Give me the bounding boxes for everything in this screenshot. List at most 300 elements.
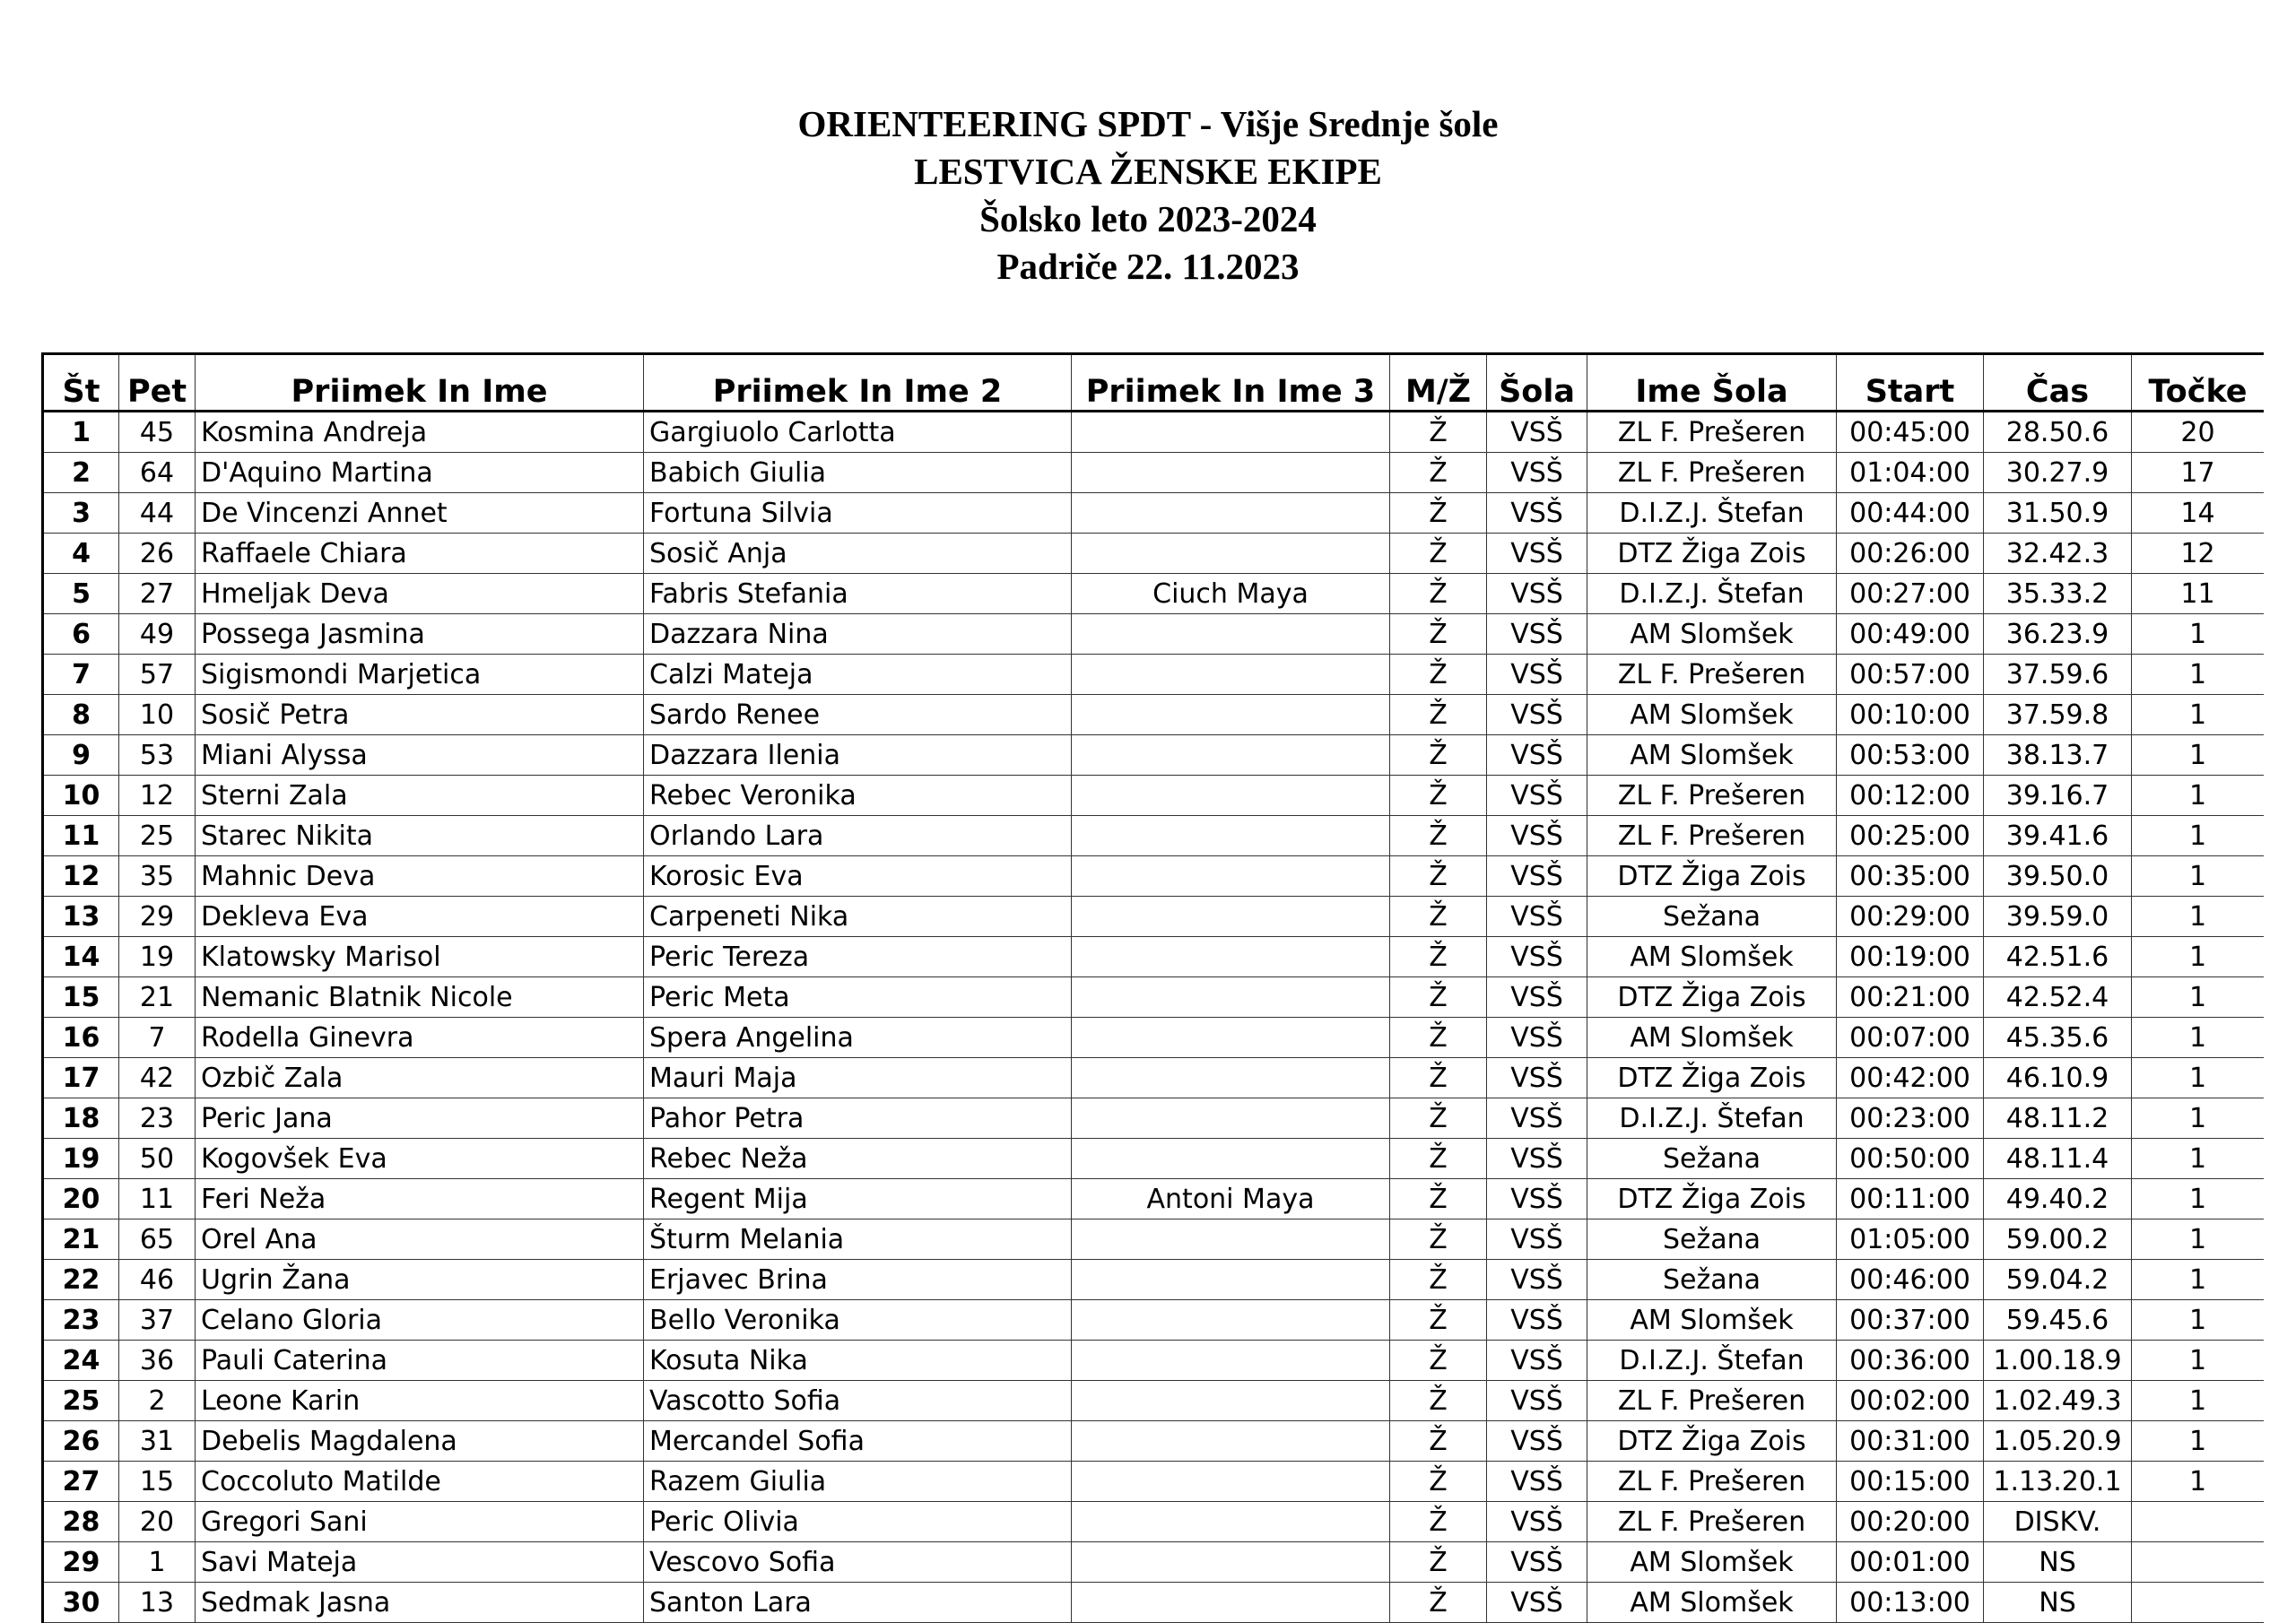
col-school-name-cell: Sežana xyxy=(1587,1219,1837,1260)
col-school-name-cell: DTZ Žiga Zois xyxy=(1587,1058,1837,1098)
col-rank-cell: 30 xyxy=(43,1583,119,1623)
col-school-name-cell: AM Slomšek xyxy=(1587,1542,1837,1583)
table-row xyxy=(43,897,2265,937)
col-points-cell xyxy=(2132,1502,2265,1542)
col-points-cell: 1 xyxy=(2132,1018,2265,1058)
col-school-level-cell: VSŠ xyxy=(1487,1381,1587,1421)
col-gender-cell: Ž xyxy=(1390,776,1487,816)
col-time-cell: 39.41.6 xyxy=(1984,816,2132,856)
table-row xyxy=(43,1018,2265,1058)
col-bib-cell: 11 xyxy=(119,1179,196,1219)
col-school-level-cell: VSŠ xyxy=(1487,614,1587,655)
col-name-3-cell xyxy=(1072,776,1390,816)
col-start-cell: 00:12:00 xyxy=(1837,776,1984,816)
col-start-cell: 00:20:00 xyxy=(1837,1502,1984,1542)
col-time-cell: 38.13.7 xyxy=(1984,735,2132,776)
col-school-level-cell: VSŠ xyxy=(1487,493,1587,534)
col-gender-cell: Ž xyxy=(1390,1219,1487,1260)
col-school-name-cell: DTZ Žiga Zois xyxy=(1587,1421,1837,1462)
col-name-3-cell xyxy=(1072,614,1390,655)
col-school-level-cell: VSŠ xyxy=(1487,1583,1587,1623)
col-school-name-cell: D.I.Z.J. Štefan xyxy=(1587,574,1837,614)
table-row xyxy=(43,1219,2265,1260)
col-name-1-cell: De Vincenzi Annet xyxy=(196,493,644,534)
col-bib-header: Pet xyxy=(119,354,196,412)
col-rank-cell: 1 xyxy=(43,412,119,453)
col-name-1-cell: Celano Gloria xyxy=(196,1300,644,1341)
col-bib-cell: 1 xyxy=(119,1542,196,1583)
col-time-cell: 39.16.7 xyxy=(1984,776,2132,816)
col-points-cell: 1 xyxy=(2132,816,2265,856)
table-row xyxy=(43,735,2265,776)
col-gender-cell: Ž xyxy=(1390,453,1487,493)
col-name-1-header: Priimek In Ime xyxy=(196,354,644,412)
col-school-name-cell: DTZ Žiga Zois xyxy=(1587,534,1837,574)
col-name-1-cell: D'Aquino Martina xyxy=(196,453,644,493)
col-school-name-cell: ZL F. Prešeren xyxy=(1587,1462,1837,1502)
col-gender-cell: Ž xyxy=(1390,897,1487,937)
col-name-2-cell: Calzi Mateja xyxy=(644,655,1072,695)
col-time-cell: DISKV. xyxy=(1984,1502,2132,1542)
col-gender-cell: Ž xyxy=(1390,1018,1487,1058)
col-bib-cell: 7 xyxy=(119,1018,196,1058)
col-school-name-cell: D.I.Z.J. Štefan xyxy=(1587,1341,1837,1381)
col-bib-cell: 31 xyxy=(119,1421,196,1462)
col-gender-cell: Ž xyxy=(1390,1058,1487,1098)
col-points-cell: 1 xyxy=(2132,1219,2265,1260)
col-name-2-cell: Sardo Renee xyxy=(644,695,1072,735)
col-school-name-cell: ZL F. Prešeren xyxy=(1587,1381,1837,1421)
col-school-level-cell: VSŠ xyxy=(1487,1300,1587,1341)
col-school-level-cell: VSŠ xyxy=(1487,655,1587,695)
col-name-2-cell: Babich Giulia xyxy=(644,453,1072,493)
col-start-cell: 00:01:00 xyxy=(1837,1542,1984,1583)
col-rank-cell: 16 xyxy=(43,1018,119,1058)
col-points-cell: 11 xyxy=(2132,574,2265,614)
table-row xyxy=(43,937,2265,977)
col-points-cell: 1 xyxy=(2132,1341,2265,1381)
col-start-cell: 00:46:00 xyxy=(1837,1260,1984,1300)
table-row xyxy=(43,695,2265,735)
col-school-name-cell: AM Slomšek xyxy=(1587,1583,1837,1623)
table-row xyxy=(43,816,2265,856)
col-gender-cell: Ž xyxy=(1390,614,1487,655)
col-gender-cell: Ž xyxy=(1390,1260,1487,1300)
col-school-name-cell: AM Slomšek xyxy=(1587,1300,1837,1341)
col-time-cell: 59.04.2 xyxy=(1984,1260,2132,1300)
table-row xyxy=(43,1421,2265,1462)
col-bib-cell: 53 xyxy=(119,735,196,776)
col-points-cell: 1 xyxy=(2132,1381,2265,1421)
col-name-2-cell: Pahor Petra xyxy=(644,1098,1072,1139)
col-time-cell: 42.52.4 xyxy=(1984,977,2132,1018)
col-gender-cell: Ž xyxy=(1390,937,1487,977)
col-points-cell: 12 xyxy=(2132,534,2265,574)
col-school-level-cell: VSŠ xyxy=(1487,1341,1587,1381)
table-row xyxy=(43,1542,2265,1583)
col-time-cell: 39.50.0 xyxy=(1984,856,2132,897)
col-bib-cell: 57 xyxy=(119,655,196,695)
col-time-cell: 1.02.49.3 xyxy=(1984,1381,2132,1421)
col-start-cell: 00:53:00 xyxy=(1837,735,1984,776)
col-start-cell: 00:29:00 xyxy=(1837,897,1984,937)
col-points-cell xyxy=(2132,1542,2265,1583)
table-row xyxy=(43,614,2265,655)
table-row xyxy=(43,1260,2265,1300)
col-points-cell: 1 xyxy=(2132,856,2265,897)
col-time-cell: NS xyxy=(1984,1542,2132,1583)
col-time-cell: 32.42.3 xyxy=(1984,534,2132,574)
col-name-2-header: Priimek In Ime 2 xyxy=(644,354,1072,412)
col-name-1-cell: Possega Jasmina xyxy=(196,614,644,655)
col-start-cell: 00:23:00 xyxy=(1837,1098,1984,1139)
col-name-2-cell: Razem Giulia xyxy=(644,1462,1072,1502)
col-start-cell: 00:36:00 xyxy=(1837,1341,1984,1381)
col-gender-cell: Ž xyxy=(1390,534,1487,574)
col-name-1-cell: Peric Jana xyxy=(196,1098,644,1139)
col-gender-cell: Ž xyxy=(1390,1381,1487,1421)
col-points-cell: 14 xyxy=(2132,493,2265,534)
title-line-3: Šolsko leto 2023-2024 xyxy=(979,198,1317,239)
col-points-cell: 1 xyxy=(2132,1421,2265,1462)
col-time-cell: 45.35.6 xyxy=(1984,1018,2132,1058)
col-start-cell: 00:44:00 xyxy=(1837,493,1984,534)
col-school-name-cell: AM Slomšek xyxy=(1587,735,1837,776)
col-points-cell: 1 xyxy=(2132,655,2265,695)
col-name-2-cell: Santon Lara xyxy=(644,1583,1072,1623)
col-name-1-cell: Rodella Ginevra xyxy=(196,1018,644,1058)
col-rank-cell: 5 xyxy=(43,574,119,614)
col-points-cell: 1 xyxy=(2132,695,2265,735)
col-bib-cell: 46 xyxy=(119,1260,196,1300)
table-row xyxy=(43,534,2265,574)
col-school-name-cell: AM Slomšek xyxy=(1587,695,1837,735)
col-bib-cell: 65 xyxy=(119,1219,196,1260)
col-school-level-cell: VSŠ xyxy=(1487,1462,1587,1502)
col-name-1-cell: Sterni Zala xyxy=(196,776,644,816)
col-time-cell: 46.10.9 xyxy=(1984,1058,2132,1098)
col-name-2-cell: Mercandel Sofia xyxy=(644,1421,1072,1462)
col-bib-cell: 42 xyxy=(119,1058,196,1098)
col-school-level-cell: VSŠ xyxy=(1487,1502,1587,1542)
col-points-header: Točke xyxy=(2132,354,2265,412)
col-gender-cell: Ž xyxy=(1390,695,1487,735)
col-name-3-cell xyxy=(1072,816,1390,856)
col-name-3-cell xyxy=(1072,1219,1390,1260)
table-row xyxy=(43,412,2265,453)
table-row xyxy=(43,1381,2265,1421)
col-points-cell: 1 xyxy=(2132,977,2265,1018)
col-name-3-cell xyxy=(1072,493,1390,534)
table-row xyxy=(43,574,2265,614)
col-name-2-cell: Erjavec Brina xyxy=(644,1260,1072,1300)
col-school-name-cell: D.I.Z.J. Štefan xyxy=(1587,493,1837,534)
col-time-cell: 49.40.2 xyxy=(1984,1179,2132,1219)
col-name-3-cell xyxy=(1072,1381,1390,1421)
col-start-cell: 00:35:00 xyxy=(1837,856,1984,897)
col-name-1-cell: Savi Mateja xyxy=(196,1542,644,1583)
col-rank-header: Št xyxy=(43,354,119,412)
table-row xyxy=(43,1058,2265,1098)
col-rank-cell: 12 xyxy=(43,856,119,897)
col-bib-cell: 23 xyxy=(119,1098,196,1139)
col-rank-cell: 6 xyxy=(43,614,119,655)
col-school-level-cell: VSŠ xyxy=(1487,776,1587,816)
col-bib-cell: 26 xyxy=(119,534,196,574)
col-school-name-cell: AM Slomšek xyxy=(1587,1018,1837,1058)
col-name-2-cell: Dazzara Nina xyxy=(644,614,1072,655)
col-name-1-cell: Ugrin Žana xyxy=(196,1260,644,1300)
col-rank-cell: 18 xyxy=(43,1098,119,1139)
col-name-2-cell: Peric Tereza xyxy=(644,937,1072,977)
col-time-cell: 30.27.9 xyxy=(1984,453,2132,493)
col-name-2-cell: Korosic Eva xyxy=(644,856,1072,897)
col-gender-cell: Ž xyxy=(1390,412,1487,453)
col-bib-cell: 2 xyxy=(119,1381,196,1421)
col-name-3-cell xyxy=(1072,1139,1390,1179)
col-time-cell: 48.11.2 xyxy=(1984,1098,2132,1139)
col-rank-cell: 27 xyxy=(43,1462,119,1502)
col-school-level-cell: VSŠ xyxy=(1487,1542,1587,1583)
table-row xyxy=(43,1300,2265,1341)
col-rank-cell: 8 xyxy=(43,695,119,735)
col-points-cell: 1 xyxy=(2132,1179,2265,1219)
col-school-name-cell: Sežana xyxy=(1587,897,1837,937)
col-bib-cell: 13 xyxy=(119,1583,196,1623)
col-gender-cell: Ž xyxy=(1390,1421,1487,1462)
col-name-2-cell: Rebec Neža xyxy=(644,1139,1072,1179)
col-time-cell: 37.59.6 xyxy=(1984,655,2132,695)
col-name-1-cell: Sosič Petra xyxy=(196,695,644,735)
col-rank-cell: 21 xyxy=(43,1219,119,1260)
col-name-1-cell: Sedmak Jasna xyxy=(196,1583,644,1623)
results-table-wrapper xyxy=(41,352,2264,1623)
col-name-2-cell: Carpeneti Nika xyxy=(644,897,1072,937)
col-school-level-cell: VSŠ xyxy=(1487,937,1587,977)
col-school-level-cell: VSŠ xyxy=(1487,453,1587,493)
col-bib-cell: 35 xyxy=(119,856,196,897)
col-points-cell: 1 xyxy=(2132,1098,2265,1139)
col-name-3-cell xyxy=(1072,534,1390,574)
table-row xyxy=(43,856,2265,897)
col-name-2-cell: Peric Olivia xyxy=(644,1502,1072,1542)
table-row xyxy=(43,1139,2265,1179)
col-name-1-cell: Gregori Sani xyxy=(196,1502,644,1542)
col-start-cell: 01:04:00 xyxy=(1837,453,1984,493)
col-start-cell: 00:21:00 xyxy=(1837,977,1984,1018)
col-gender-cell: Ž xyxy=(1390,735,1487,776)
col-gender-cell: Ž xyxy=(1390,1542,1487,1583)
col-name-1-cell: Dekleva Eva xyxy=(196,897,644,937)
col-name-2-cell: Vescovo Sofia xyxy=(644,1542,1072,1583)
col-gender-cell: Ž xyxy=(1390,977,1487,1018)
col-name-2-cell: Dazzara Ilenia xyxy=(644,735,1072,776)
col-bib-cell: 64 xyxy=(119,453,196,493)
col-rank-cell: 10 xyxy=(43,776,119,816)
table-row xyxy=(43,776,2265,816)
col-time-cell: 35.33.2 xyxy=(1984,574,2132,614)
col-name-2-cell: Regent Mija xyxy=(644,1179,1072,1219)
col-school-level-cell: VSŠ xyxy=(1487,534,1587,574)
col-rank-cell: 19 xyxy=(43,1139,119,1179)
col-name-3-cell xyxy=(1072,1260,1390,1300)
col-school-level-cell: VSŠ xyxy=(1487,1421,1587,1462)
col-start-cell: 00:31:00 xyxy=(1837,1421,1984,1462)
col-rank-cell: 7 xyxy=(43,655,119,695)
table-row xyxy=(43,453,2265,493)
table-row xyxy=(43,1341,2265,1381)
col-time-cell: 31.50.9 xyxy=(1984,493,2132,534)
col-school-name-cell: ZL F. Prešeren xyxy=(1587,776,1837,816)
col-school-name-cell: ZL F. Prešeren xyxy=(1587,1502,1837,1542)
col-time-cell: 1.13.20.1 xyxy=(1984,1462,2132,1502)
col-school-level-cell: VSŠ xyxy=(1487,897,1587,937)
col-school-name-cell: DTZ Žiga Zois xyxy=(1587,1179,1837,1219)
col-gender-cell: Ž xyxy=(1390,493,1487,534)
col-rank-cell: 23 xyxy=(43,1300,119,1341)
results-table xyxy=(41,352,2264,1623)
col-start-cell: 00:02:00 xyxy=(1837,1381,1984,1421)
col-school-level-cell: VSŠ xyxy=(1487,1098,1587,1139)
col-school-name-cell: D.I.Z.J. Štefan xyxy=(1587,1098,1837,1139)
col-rank-cell: 20 xyxy=(43,1179,119,1219)
col-school-level-cell: VSŠ xyxy=(1487,1058,1587,1098)
col-name-1-cell: Debelis Magdalena xyxy=(196,1421,644,1462)
col-rank-cell: 26 xyxy=(43,1421,119,1462)
col-name-1-cell: Raffaele Chiara xyxy=(196,534,644,574)
col-name-2-cell: Mauri Maja xyxy=(644,1058,1072,1098)
col-school-name-cell: ZL F. Prešeren xyxy=(1587,816,1837,856)
col-points-cell: 1 xyxy=(2132,1139,2265,1179)
col-name-2-cell: Šturm Melania xyxy=(644,1219,1072,1260)
col-name-2-cell: Vascotto Sofia xyxy=(644,1381,1072,1421)
col-name-1-cell: Klatowsky Marisol xyxy=(196,937,644,977)
col-name-3-cell xyxy=(1072,1462,1390,1502)
col-rank-cell: 15 xyxy=(43,977,119,1018)
col-school-level-cell: VSŠ xyxy=(1487,1219,1587,1260)
col-school-name-cell: AM Slomšek xyxy=(1587,937,1837,977)
table-row xyxy=(43,493,2265,534)
col-school-level-cell: VSŠ xyxy=(1487,1139,1587,1179)
col-school-level-cell: VSŠ xyxy=(1487,1179,1587,1219)
col-start-cell: 00:15:00 xyxy=(1837,1462,1984,1502)
col-bib-cell: 27 xyxy=(119,574,196,614)
col-name-3-cell xyxy=(1072,1018,1390,1058)
col-school-name-header: Ime Šola xyxy=(1587,354,1837,412)
col-start-cell: 00:26:00 xyxy=(1837,534,1984,574)
col-name-1-cell: Leone Karin xyxy=(196,1381,644,1421)
col-start-cell: 00:37:00 xyxy=(1837,1300,1984,1341)
col-start-cell: 00:57:00 xyxy=(1837,655,1984,695)
col-points-cell: 1 xyxy=(2132,735,2265,776)
col-school-level-cell: VSŠ xyxy=(1487,574,1587,614)
col-start-cell: 00:42:00 xyxy=(1837,1058,1984,1098)
col-school-level-cell: VSŠ xyxy=(1487,856,1587,897)
col-bib-cell: 15 xyxy=(119,1462,196,1502)
col-bib-cell: 29 xyxy=(119,897,196,937)
col-name-3-cell: Antoni Maya xyxy=(1072,1179,1390,1219)
col-time-cell: 39.59.0 xyxy=(1984,897,2132,937)
col-points-cell: 1 xyxy=(2132,614,2265,655)
table-body xyxy=(43,412,2265,1623)
col-start-cell: 00:19:00 xyxy=(1837,937,1984,977)
col-rank-cell: 28 xyxy=(43,1502,119,1542)
col-name-1-cell: Nemanic Blatnik Nicole xyxy=(196,977,644,1018)
col-time-cell: 37.59.8 xyxy=(1984,695,2132,735)
col-name-1-cell: Coccoluto Matilde xyxy=(196,1462,644,1502)
col-name-3-cell xyxy=(1072,1341,1390,1381)
col-gender-cell: Ž xyxy=(1390,574,1487,614)
col-bib-cell: 45 xyxy=(119,412,196,453)
col-start-header: Start xyxy=(1837,354,1984,412)
col-gender-cell: Ž xyxy=(1390,1098,1487,1139)
table-row xyxy=(43,1502,2265,1542)
col-time-cell: 59.00.2 xyxy=(1984,1219,2132,1260)
col-start-cell: 00:27:00 xyxy=(1837,574,1984,614)
col-name-3-cell xyxy=(1072,655,1390,695)
col-school-name-cell: ZL F. Prešeren xyxy=(1587,655,1837,695)
col-points-cell: 20 xyxy=(2132,412,2265,453)
col-bib-cell: 12 xyxy=(119,776,196,816)
col-gender-cell: Ž xyxy=(1390,1300,1487,1341)
col-start-cell: 00:25:00 xyxy=(1837,816,1984,856)
col-start-cell: 00:11:00 xyxy=(1837,1179,1984,1219)
col-points-cell xyxy=(2132,1583,2265,1623)
col-time-cell: NS xyxy=(1984,1583,2132,1623)
col-school-level-cell: VSŠ xyxy=(1487,816,1587,856)
col-bib-cell: 50 xyxy=(119,1139,196,1179)
col-name-1-cell: Starec Nikita xyxy=(196,816,644,856)
col-gender-cell: Ž xyxy=(1390,655,1487,695)
col-points-cell: 1 xyxy=(2132,1300,2265,1341)
col-bib-cell: 37 xyxy=(119,1300,196,1341)
col-school-level-cell: VSŠ xyxy=(1487,977,1587,1018)
col-name-2-cell: Fortuna Silvia xyxy=(644,493,1072,534)
col-start-cell: 00:45:00 xyxy=(1837,412,1984,453)
col-school-name-cell: AM Slomšek xyxy=(1587,614,1837,655)
col-name-1-cell: Orel Ana xyxy=(196,1219,644,1260)
col-rank-cell: 13 xyxy=(43,897,119,937)
col-time-cell: 1.00.18.9 xyxy=(1984,1341,2132,1381)
col-time-header: Čas xyxy=(1984,354,2132,412)
col-rank-cell: 22 xyxy=(43,1260,119,1300)
col-name-2-cell: Bello Veronika xyxy=(644,1300,1072,1341)
col-school-name-cell: Sežana xyxy=(1587,1260,1837,1300)
col-gender-cell: Ž xyxy=(1390,856,1487,897)
col-rank-cell: 2 xyxy=(43,453,119,493)
col-points-cell: 1 xyxy=(2132,937,2265,977)
col-bib-cell: 19 xyxy=(119,937,196,977)
col-name-1-cell: Kogovšek Eva xyxy=(196,1139,644,1179)
col-school-level-cell: VSŠ xyxy=(1487,1260,1587,1300)
table-row xyxy=(43,1583,2265,1623)
col-name-3-cell xyxy=(1072,1542,1390,1583)
col-name-2-cell: Peric Meta xyxy=(644,977,1072,1018)
col-name-3-cell xyxy=(1072,897,1390,937)
col-name-3-cell xyxy=(1072,735,1390,776)
col-gender-cell: Ž xyxy=(1390,1583,1487,1623)
col-gender-cell: Ž xyxy=(1390,1462,1487,1502)
col-points-cell: 17 xyxy=(2132,453,2265,493)
col-school-name-cell: ZL F. Prešeren xyxy=(1587,453,1837,493)
col-name-1-cell: Kosmina Andreja xyxy=(196,412,644,453)
col-points-cell: 1 xyxy=(2132,897,2265,937)
col-time-cell: 42.51.6 xyxy=(1984,937,2132,977)
col-name-3-cell xyxy=(1072,1502,1390,1542)
col-rank-cell: 4 xyxy=(43,534,119,574)
col-gender-cell: Ž xyxy=(1390,1341,1487,1381)
table-row xyxy=(43,977,2265,1018)
